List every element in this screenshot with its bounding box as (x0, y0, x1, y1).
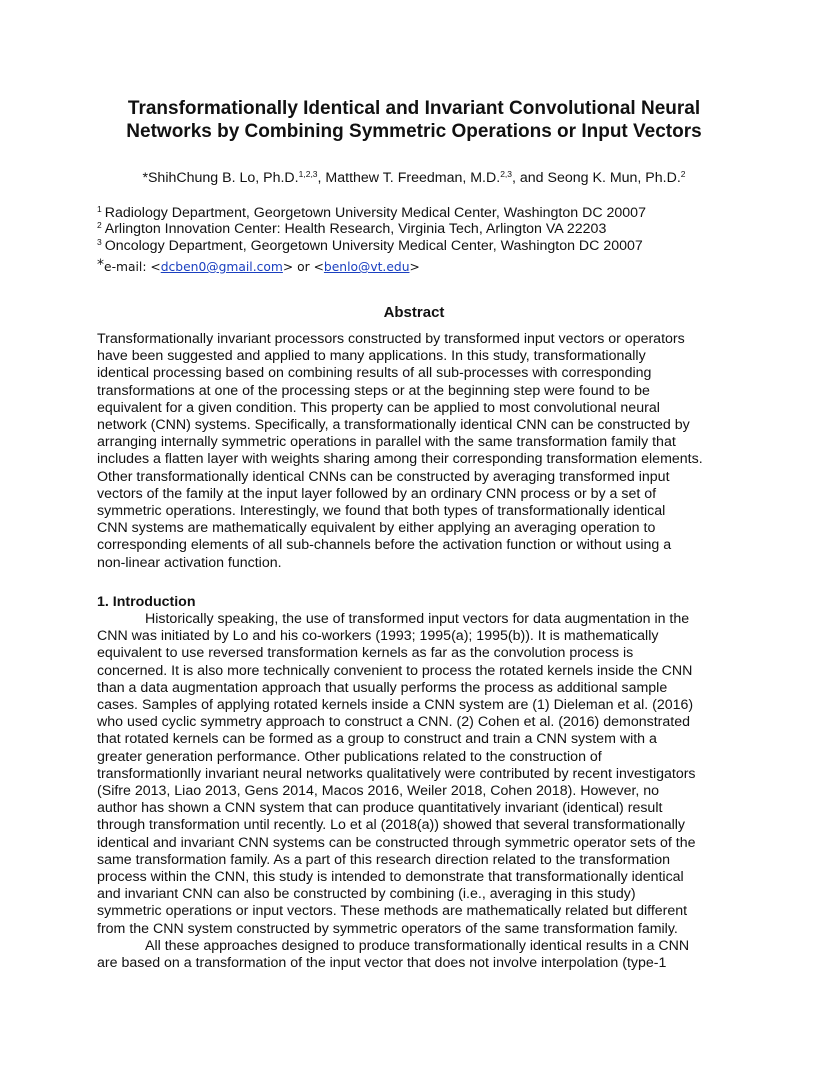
abstract-line: corresponding elements of all sub-channels before the activation function or without using a (97, 537, 672, 554)
abstract-line: have been suggested and applied to many applications. In this study, transformationally (97, 348, 646, 365)
affiliation-text: Arlington Innovation Center: Health Research, Virginia Tech, Arlington VA 22203 (104, 221, 607, 237)
abstract-line: symmetric operations. Interestingly, we found that both types of transformationally identical (97, 503, 666, 520)
intro-line: than a data augmentation approach that usually performs the process as additional sample (97, 679, 668, 696)
affiliation-line (97, 221, 606, 238)
affiliation-text: Oncology Department, Georgetown University Medical Center, Washington DC 20007 (104, 238, 643, 254)
author-affiliation-marker: 2 (680, 169, 686, 179)
intro-line: from the CNN system constructed by symmetric operators of the same transformation family. (97, 920, 678, 937)
contact-email-line (97, 257, 420, 276)
abstract-line: equivalent for a given condition. This property can be applied to most convolutional neural (97, 399, 660, 416)
intro-line: (Sifre 2013, Liao 2013, Gens 2014, Macos 2016, Weiler 2018, Cohen 2018). However, no (97, 783, 660, 800)
introduction-body (97, 611, 747, 972)
abstract-line: identical processing based on combining results of all sub-processes with corresponding (97, 365, 652, 382)
intro-line: greater generation performance. Other publications related to the construction of (97, 748, 602, 765)
intro-line: that rotated kernels can be formed as a group to construct and train a CNN system with a (97, 731, 657, 748)
affiliation-line (97, 205, 646, 222)
email-link-secondary[interactable]: benlo@vt.edu (323, 260, 410, 274)
intro-line: who used cyclic symmetry approach to construct a CNN. (2) Cohen et al. (2016) demonstrated (97, 714, 690, 731)
abstract-line: non-linear activation function. (97, 554, 282, 571)
email-separator: > or < (282, 260, 324, 274)
intro-line: same transformation family. As a part of this research direction related to the transformation (97, 851, 671, 868)
abstract-line: Other transformationally identical CNNs can be constructed by averaging transformed input (97, 468, 670, 485)
intro-line: symmetric operations or input vectors. These methods are mathematically related but different (97, 903, 688, 920)
section-heading-introduction: 1. Introduction (97, 594, 196, 610)
affiliation-line (97, 238, 643, 255)
author-name: , Matthew T. Freedman, M.D. (317, 170, 501, 186)
affiliation-number: 2 (97, 220, 102, 230)
author-name: *ShihChung B. Lo, Ph.D. (142, 170, 299, 186)
affiliation-number: 3 (97, 237, 102, 247)
abstract-line: transformations at one of the processing steps or at the beginning step were found to be (97, 382, 650, 399)
intro-line: author has shown a CNN system that can produce quantitatively invariant (identical) result (97, 800, 663, 817)
abstract-line: vectors of the family at the input layer followed by an ordinary CNN process or by a set of (97, 485, 657, 502)
intro-line: cases. Samples of applying rotated kernels inside a CNN system are (1) Dieleman et al. (2016) (97, 697, 694, 714)
email-suffix: > (409, 260, 420, 274)
abstract-line: includes a flatten layer with weights sharing among their corresponding transformation elements. (97, 451, 703, 468)
intro-line: process within the CNN, this study is intended to demonstrate that transformationally identical (97, 869, 684, 886)
paper-title (60, 97, 768, 143)
affiliation-number: 1 (97, 204, 102, 214)
author-affiliation-marker: 2,3 (500, 169, 513, 179)
abstract-body (97, 331, 747, 572)
abstract-heading: Abstract (383, 304, 445, 321)
author-affiliation-marker: 1,2,3 (298, 169, 318, 179)
abstract-line: network (CNN) systems. Specifically, a transformationally identical CNN can be constructed by (97, 417, 690, 434)
title-line-1: Transformationally Identical and Invariant Convolutional Neural (127, 98, 701, 119)
intro-line: are based on a transformation of the input vector that does not involve interpolation (type-1 (97, 955, 667, 972)
author-name: , and Seong K. Mun, Ph.D. (512, 170, 681, 186)
author-list (40, 169, 788, 187)
affiliation-text: Radiology Department, Georgetown University Medical Center, Washington DC 20007 (104, 205, 646, 221)
intro-line: equivalent to use reversed transformation kernels as far as the convolution process is (97, 645, 634, 662)
corresponding-author-marker: * (97, 257, 104, 273)
abstract-line: CNN systems are mathematically equivalent by either applying an averaging operation to (97, 520, 656, 537)
intro-line: concerned. It is also more technically convenient to process the rotated kernels inside the CNN (97, 662, 693, 679)
intro-line: transformationlly invariant neural networks qualitatively were contributed by recent investigators (97, 765, 696, 782)
intro-line: identical and invariant CNN systems can be constructed through symmetric operator sets of the (97, 834, 696, 851)
abstract-line: Transformationally invariant processors constructed by transformed input vectors or operators (97, 331, 685, 347)
email-prefix: e-mail: < (104, 260, 161, 274)
intro-line: Historically speaking, the use of transformed input vectors for data augmentation in the (145, 611, 690, 627)
intro-line: through transformation until recently. Lo et al (2018(a)) showed that several transformationally (97, 817, 686, 834)
title-line-2: Networks by Combining Symmetric Operations or Input Vectors (126, 121, 702, 142)
email-link-primary[interactable]: dcben0@gmail.com (160, 260, 283, 274)
intro-line: and invariant CNN can also be constructed by combining (i.e., averaging in this study) (97, 886, 636, 903)
intro-line: CNN was initiated by Lo and his co-workers (1993; 1995(a); 1995(b)). It is mathematically (97, 628, 659, 645)
abstract-line: arranging internally symmetric operations in parallel with the same transformation family that (97, 434, 676, 451)
intro-line: All these approaches designed to produce transformationally identical results in a CNN (145, 937, 690, 954)
